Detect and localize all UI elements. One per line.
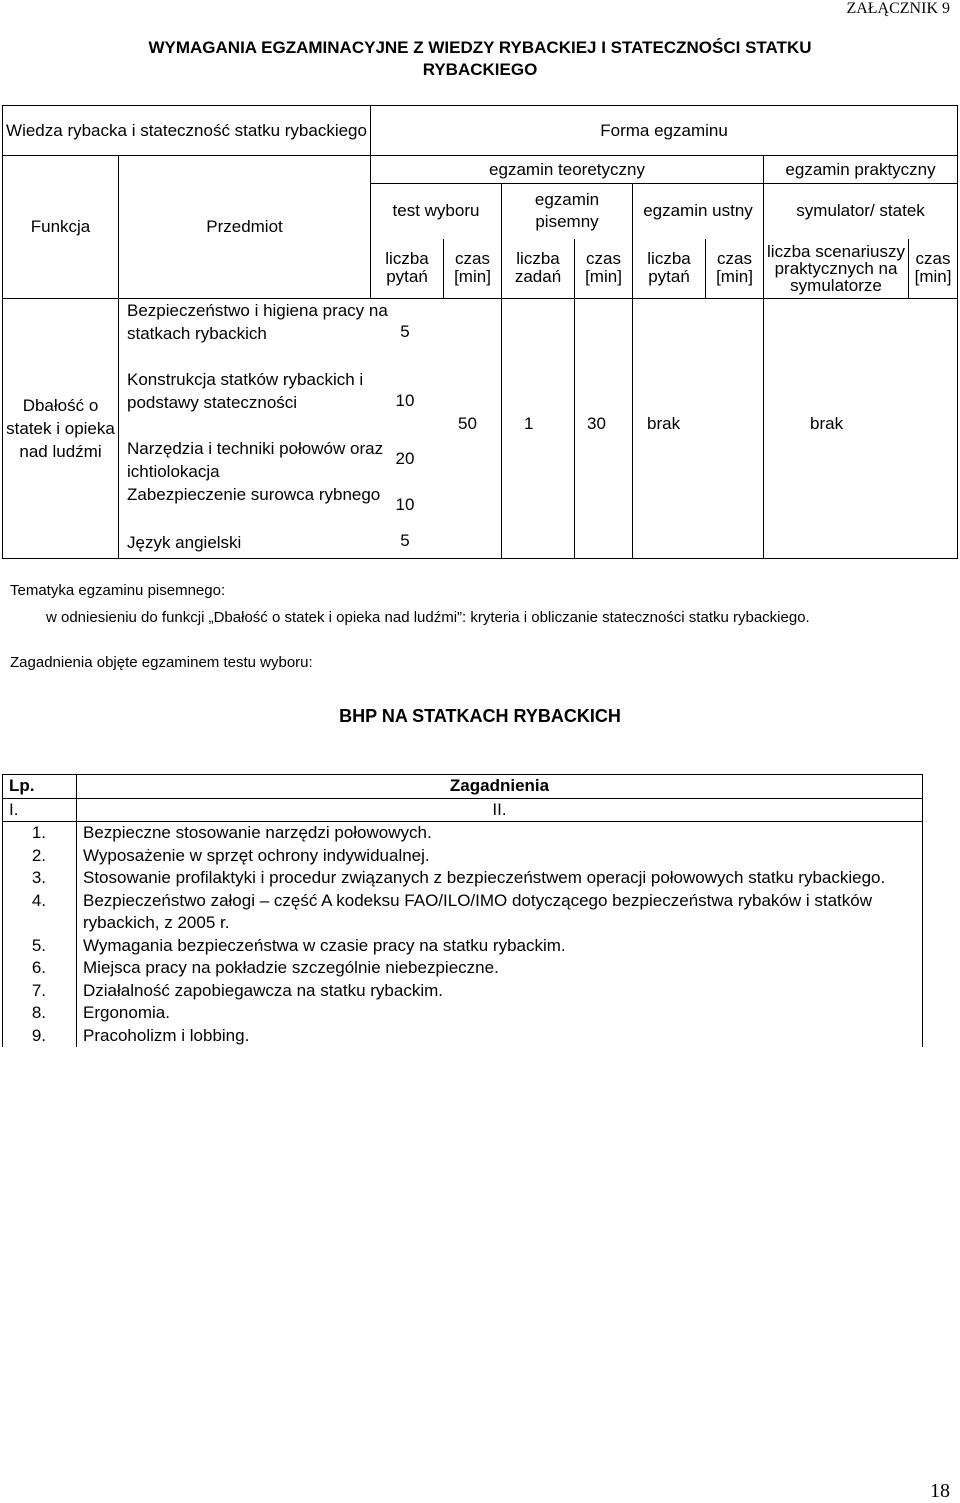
czas-test-header: czas [min] — [444, 239, 502, 299]
subject-jezyk-count: 5 — [400, 531, 410, 550]
section-title: Wiedza rybacka i stateczność statku rybackiego — [3, 106, 371, 156]
zagadnienia-label: Zagadnienia objęte egzaminem testu wyboru: — [10, 654, 313, 671]
roman-col-2: II. — [77, 798, 923, 822]
funkcja-cell: Dbałość o statek i opieka nad ludźmi — [3, 299, 119, 559]
topic-text: Wymagania bezpieczeństwa w czasie pracy na statku rybackim. — [77, 935, 923, 958]
forma-egzaminu-header: Forma egzaminu — [371, 106, 958, 156]
topics-table — [2, 774, 923, 1047]
tematyka-label: Tematyka egzaminu pisemnego: — [10, 582, 226, 599]
czas-pisemny-value: 30 — [587, 414, 606, 433]
title-line-1: WYMAGANIA EGZAMINACYJNE Z WIEDZY RYBACKIEJ I STATECZNOŚCI STATKU — [148, 38, 812, 57]
topic-number: 9. — [3, 1025, 77, 1048]
topic-number: 4. — [3, 890, 77, 935]
liczba-zadan-header: liczba zadań — [502, 239, 575, 299]
topic-row — [3, 1002, 923, 1025]
subject-zabezpieczenie: Zabezpieczenie surowca rybnego — [127, 485, 381, 504]
subject-bhp: Bezpieczeństwo i higiena pracy na statkach rybackich — [127, 301, 388, 343]
subject-konstrukcja: Konstrukcja statków rybackich i podstawy stateczności — [127, 370, 364, 412]
roman-col-1: I. — [3, 798, 77, 822]
topic-row — [3, 1025, 923, 1048]
praktyczny-cell — [764, 299, 958, 559]
przedmiot-header: Przedmiot — [119, 156, 371, 299]
topic-text: Stosowanie profilaktyki i procedur związanych z bezpieczeństwem operacji połowowych statku rybackiego. — [77, 867, 923, 890]
topic-row — [3, 867, 923, 890]
lp-header: Lp. — [3, 775, 77, 799]
topic-row — [3, 822, 923, 845]
topic-number: 5. — [3, 935, 77, 958]
title-line-2: RYBACKIEGO — [422, 60, 538, 79]
page-title — [60, 37, 900, 81]
topic-rows — [3, 822, 923, 1048]
topic-text: Wyposażenie w sprzęt ochrony indywidualnej. — [77, 845, 923, 868]
czas-ustny-header: czas [min] — [706, 239, 764, 299]
pisemny-header: egzamin pisemny — [502, 184, 633, 239]
ustny-value: brak — [647, 414, 681, 433]
topic-row — [3, 980, 923, 1003]
subject-zabezpieczenie-count: 10 — [395, 495, 415, 514]
zagadnienia-header: Zagadnienia — [77, 775, 923, 799]
liczba-pytan-header: liczba pytań — [371, 239, 444, 299]
topic-text: Bezpieczne stosowanie narzędzi połowowych. — [77, 822, 923, 845]
subject-jezyk: Język angielski — [127, 533, 242, 552]
topic-number: 1. — [3, 822, 77, 845]
funkcja-header: Funkcja — [3, 156, 119, 299]
topic-row — [3, 845, 923, 868]
symulator-header: symulator/ statek — [764, 184, 958, 239]
topic-text: Pracoholizm i lobbing. — [77, 1025, 923, 1048]
bhp-title: BHP NA STATKACH RYBACKICH — [339, 706, 621, 726]
subject-narzedzia: Narzędzia i techniki połowów oraz ichtiolokacja — [127, 439, 384, 481]
liczba-scenariuszy-header: liczba scenariuszy praktycznych na symulatorze — [764, 239, 909, 299]
topic-text: Miejsca pracy na pokładzie szczególnie niebezpieczne. — [77, 957, 923, 980]
topic-text: Ergonomia. — [77, 1002, 923, 1025]
annex-label: ZAŁĄCZNIK 9 — [846, 0, 950, 17]
praktyczny-header: egzamin praktyczny — [764, 156, 958, 184]
liczba-zadan-cell — [502, 299, 575, 559]
czas-test-value: 50 — [458, 414, 477, 433]
liczba-pytan-ustny-header: liczba pytań — [633, 239, 706, 299]
czas-pisemny-header: czas [min] — [575, 239, 633, 299]
topic-number: 7. — [3, 980, 77, 1003]
tematyka-text: w odniesieniu do funkcji „Dbałość o statek i opieka nad ludźmi”: kryteria i obliczanie stateczności statku rybackiego. — [46, 609, 810, 626]
page-number: 18 — [930, 1480, 950, 1502]
subject-bhp-count: 5 — [400, 322, 410, 341]
topic-number: 3. — [3, 867, 77, 890]
topic-number: 2. — [3, 845, 77, 868]
topic-row — [3, 935, 923, 958]
subject-konstrukcja-count: 10 — [395, 391, 415, 410]
topic-text: Działalność zapobiegawcza na statku rybackim. — [77, 980, 923, 1003]
liczba-zadan-value: 1 — [524, 414, 534, 433]
topic-number: 6. — [3, 957, 77, 980]
ustny-header: egzamin ustny — [633, 184, 764, 239]
czas-symulator-header: czas [min] — [909, 239, 958, 299]
topic-row — [3, 890, 923, 935]
subject-narzedzia-count: 20 — [395, 449, 415, 468]
teoretyczny-header: egzamin teoretyczny — [371, 156, 764, 184]
topic-text: Bezpieczeństwo załogi – część A kodeksu FAO/ILO/IMO dotyczącego bezpieczeństwa rybaków i statków rybackich, z 2005 r. — [77, 890, 923, 935]
praktyczny-value: brak — [810, 414, 844, 433]
topic-number: 8. — [3, 1002, 77, 1025]
test-wyboru-header: test wyboru — [371, 184, 502, 239]
topic-row — [3, 957, 923, 980]
